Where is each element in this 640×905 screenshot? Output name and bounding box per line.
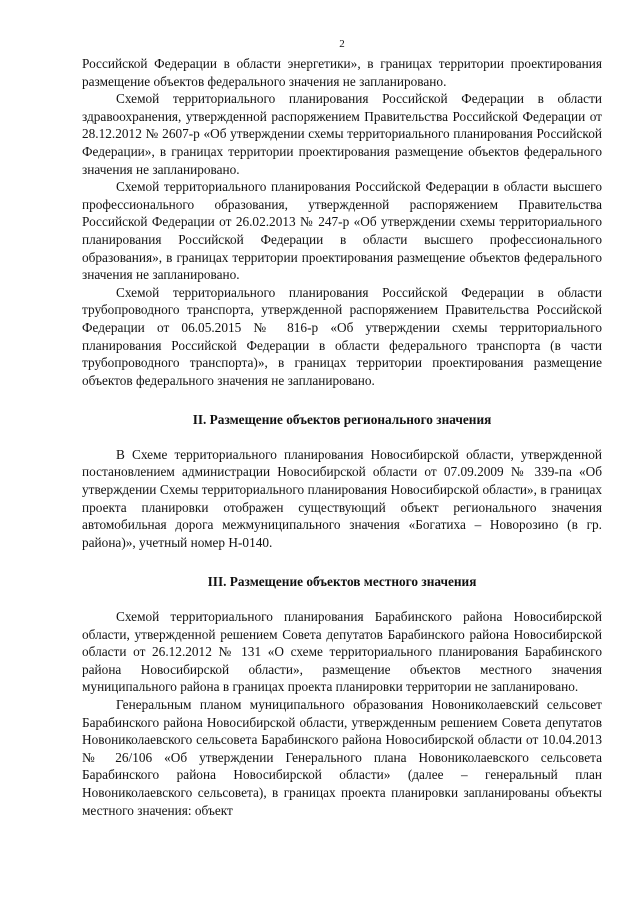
page-number: 2 <box>339 38 345 50</box>
paragraph-district-scheme: Схемой территориального планирования Барабинского района Новосибирской области, утвержденной решением Совета депутатов Барабинского района Новосибирской области от 26.12.2012 № 131 «О схеме территориального планирования Барабинского района Новосибирской области», размещение объектов местного значения муниципального района в границах проекта планировки территории не запланировано. <box>82 609 602 695</box>
paragraph-education: Схемой территориального планирования Российской Федерации в области высшего профессионального образования, утвержденной распоряжением Правительства Российской Федерации от 26.02.2013 № 247-р «Об утверждении схемы территориального планирования Российской Федерации в области высшего профессионального образования», в границах территории проектирования размещение объектов федерального значения не запланировано. <box>82 179 602 283</box>
paragraph-pipeline: Схемой территориального планирования Российской Федерации в области трубопроводного транспорта, утвержденной распоряжением Правительства Российской Федерации от 06.05.2015 № 816-р «Об утверждении схемы территориального планирования Российской Федерации в области федерального транспорта (в части трубопроводного транспорта)», в границах территории проектирования размещение объектов федерального значения не запланировано. <box>82 284 602 388</box>
section-heading-regional: II. Размещение объектов регионального значения <box>192 412 492 428</box>
paragraph-healthcare: Схемой территориального планирования Российской Федерации в области здравоохранения, утвержденной распоряжением Правительства Российской Федерации от 28.12.2012 № 2607-р «Об утверждении схемы территориального планирования Российской Федерации», в границах территории проектирования размещение объектов федерального значения не запланировано. <box>82 91 602 177</box>
paragraph-continuation: Российской Федерации в области энергетики», в границах территории проектирования размещение объектов федерального значения не запланировано. <box>82 56 602 89</box>
paragraph-general-plan: Генеральным планом муниципального образования Новониколаевский сельсовет Барабинского района Новосибирской области, утвержденным решением Совета депутатов Новониколаевского сельсовета Барабинского района Новосибирской области от 10.04.2013 № 26/106 «Об утверждении Генерального плана Новониколаевского сельсовета Барабинского района Новосибирской области» (далее – генеральный план Новониколаевского сельсовета), в границах проекта планировки запланированы объекты местного значения: объект <box>82 697 602 818</box>
paragraph-regional: В Схеме территориального планирования Новосибирской области, утвержденной постановлением администрации Новосибирской области от 07.09.2009 № 339-па «Об утверждении Схемы территориального планирования Новосибирской области», в границах проекта планировки отображен существующий объект регионального значения автомобильная дорога межмуниципального значения «Богатиха – Новорозино (в гр. района)», учетный номер Н-0140. <box>82 446 602 550</box>
section-heading-local: III. Размещение объектов местного значения <box>207 574 477 590</box>
